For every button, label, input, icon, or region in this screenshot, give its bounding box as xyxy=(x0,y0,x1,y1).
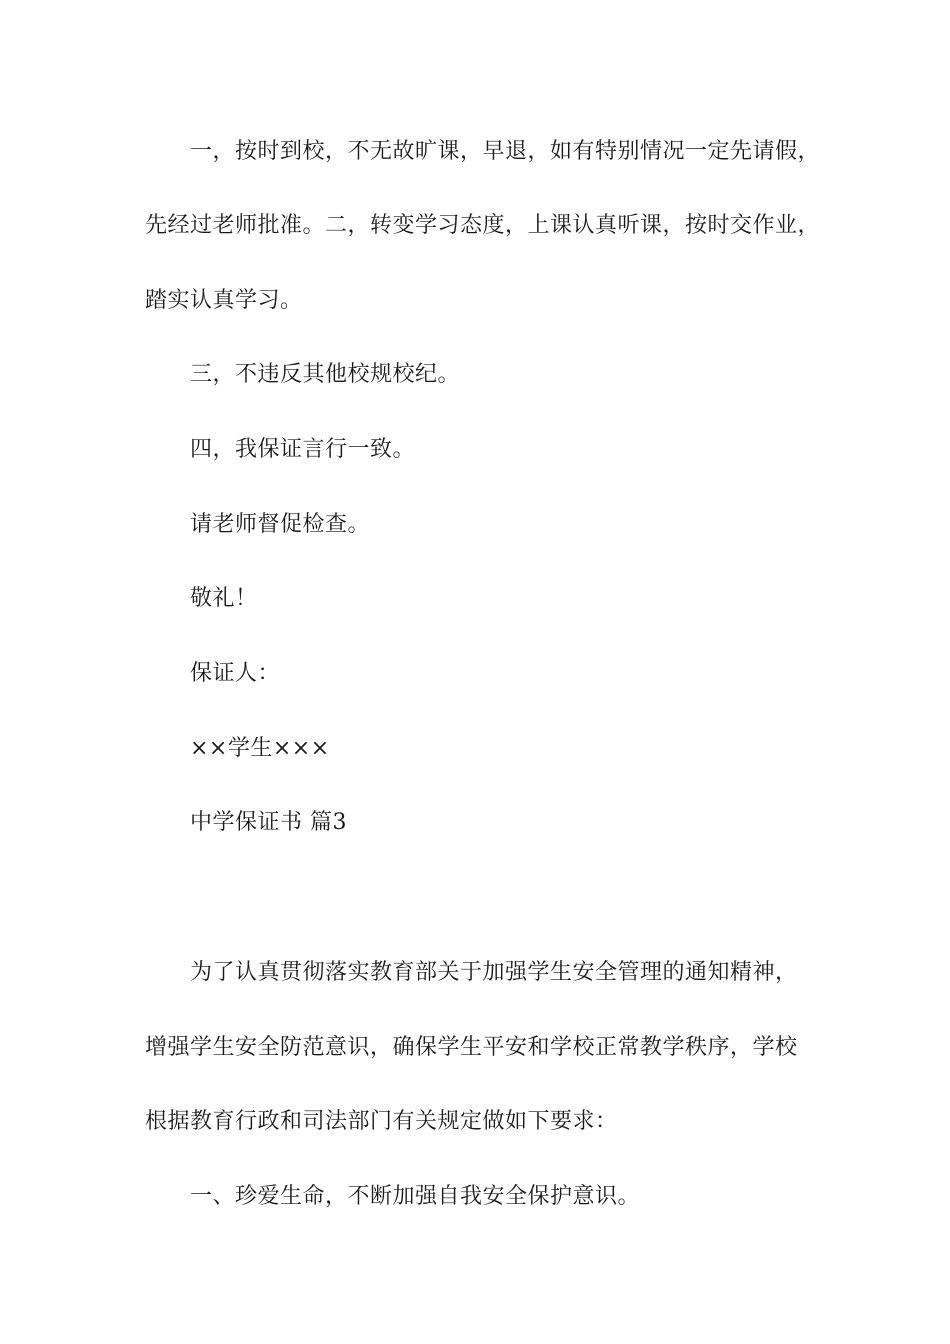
closing-salutation: 敬礼！ xyxy=(190,586,258,611)
text-line: 先经过老师批准。二，转变学习态度，上课认真听课，按时交作业， xyxy=(145,213,821,238)
text-line: 一，按时到校，不无故旷课，早退，如有特别情况一定先请假， xyxy=(190,139,821,164)
text-line: 为了认真贯彻落实教育部关于加强学生安全管理的通知精神， xyxy=(190,960,798,985)
text-line: 踏实认真学习。 xyxy=(145,288,303,313)
text-line: 四，我保证言行一致。 xyxy=(190,437,416,462)
section-heading: 中学保证书 篇3 xyxy=(190,810,347,835)
text-line: 请老师督促检查。 xyxy=(190,512,371,537)
guarantor-label: 保证人： xyxy=(190,661,281,686)
text-line: 根据教育行政和司法部门有关规定做如下要求： xyxy=(145,1109,618,1134)
guarantor-name: ××学生××× xyxy=(190,736,330,761)
text-line: 一、珍爱生命，不断加强自我安全保护意识。 xyxy=(190,1184,641,1209)
text-line: 三，不违反其他校规校纪。 xyxy=(190,362,461,387)
text-line: 增强学生安全防范意识，确保学生平安和学校正常教学秩序，学校 xyxy=(145,1035,798,1060)
